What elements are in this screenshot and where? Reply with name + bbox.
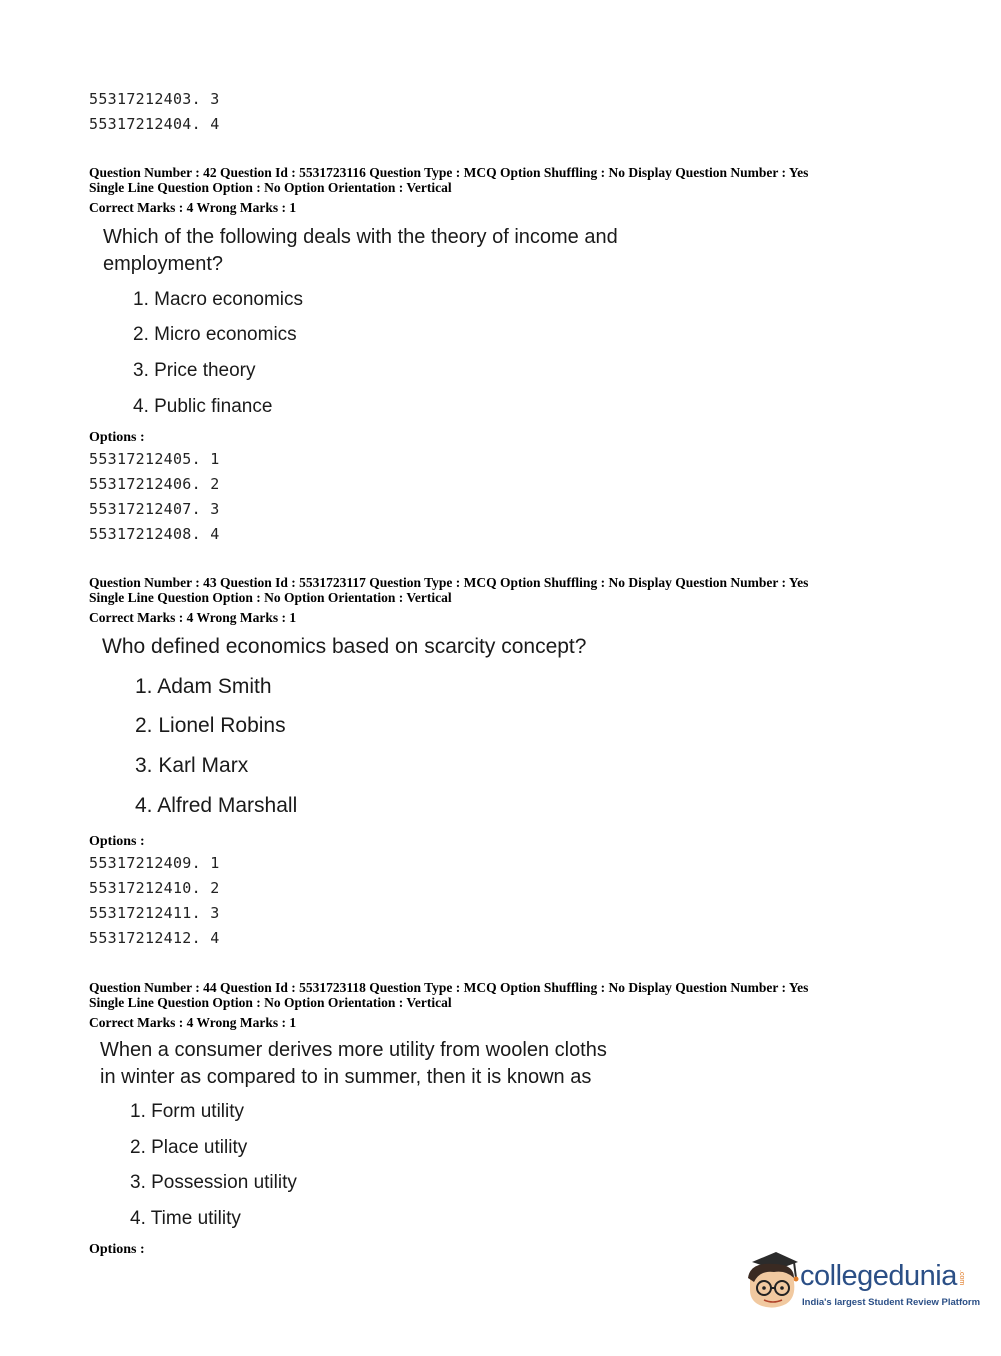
question-44-text (100, 1037, 607, 1091)
question-43-text (102, 633, 586, 660)
question-text-line: employment? (103, 253, 224, 275)
option-id: 55317212406. 2 (89, 475, 220, 493)
options-label: Options : (89, 1242, 145, 1257)
question-meta-line: Question Number : 44 Question Id : 5531723118 Question Type : MCQ Option Shuffling : No Display Question Number : Yes (89, 980, 809, 995)
option-id: 55317212405. 1 (89, 450, 220, 468)
question-text-line: Which of the following deals with the theory of income and (103, 226, 618, 248)
question-43-option-ids (89, 851, 220, 951)
question-meta-line: Single Line Question Option : No Option Orientation : Vertical (89, 590, 452, 605)
question-44-option-2: 2. Place utility (130, 1137, 248, 1158)
options-label: Options : (89, 834, 145, 849)
option-id: 55317212410. 2 (89, 879, 220, 897)
question-44-option-1: 1. Form utility (130, 1101, 245, 1122)
question-meta-line: Question Number : 43 Question Id : 5531723117 Question Type : MCQ Option Shuffling : No Display Question Number : Yes (89, 575, 809, 590)
option-id: 55317212403. 3 (89, 90, 220, 108)
logo-domain: .com (958, 1270, 965, 1286)
question-43-meta (89, 575, 808, 625)
question-43-option-4: 4. Alfred Marshall (135, 794, 298, 817)
logo-wordmark: collegedunia (800, 1260, 957, 1292)
question-42-option-3: 3. Price theory (133, 360, 256, 381)
question-meta-line: Single Line Question Option : No Option Orientation : Vertical (89, 180, 452, 195)
collegedunia-logo (742, 1248, 981, 1318)
question-44-meta (89, 980, 808, 1030)
question-meta-line: Single Line Question Option : No Option Orientation : Vertical (89, 995, 452, 1010)
question-text-line: When a consumer derives more utility from woolen cloths (100, 1039, 607, 1061)
options-label: Options : (89, 430, 145, 445)
question-43-option-3: 3. Karl Marx (135, 754, 249, 777)
option-id: 55317212404. 4 (89, 115, 220, 133)
question-42-option-ids (89, 447, 220, 547)
question-meta-line: Question Number : 42 Question Id : 5531723116 Question Type : MCQ Option Shuffling : No Display Question Number : Yes (89, 165, 809, 180)
question-text-line: Who defined economics based on scarcity concept? (102, 635, 587, 658)
question-text-line: in winter as compared to in summer, then it is known as (100, 1066, 592, 1088)
question-marks: Correct Marks : 4 Wrong Marks : 1 (89, 1015, 297, 1030)
previous-option-ids (89, 87, 220, 137)
question-marks: Correct Marks : 4 Wrong Marks : 1 (89, 200, 297, 215)
question-42-option-4: 4. Public finance (133, 396, 273, 417)
option-id: 55317212411. 3 (89, 904, 220, 922)
student-mascot-icon (742, 1248, 804, 1314)
option-id: 55317212407. 3 (89, 500, 220, 518)
question-44-option-4: 4. Time utility (130, 1208, 241, 1229)
question-44-option-3: 3. Possession utility (130, 1172, 297, 1193)
question-42-text (103, 224, 618, 278)
question-42-meta (89, 165, 808, 215)
question-42-option-1: 1. Macro economics (133, 289, 304, 310)
question-43-option-1: 1. Adam Smith (135, 675, 272, 698)
question-43-option-2: 2. Lionel Robins (135, 714, 286, 737)
option-id: 55317212412. 4 (89, 929, 220, 947)
option-id: 55317212409. 1 (89, 854, 220, 872)
question-42-option-2: 2. Micro economics (133, 324, 297, 345)
question-marks: Correct Marks : 4 Wrong Marks : 1 (89, 610, 297, 625)
option-id: 55317212408. 4 (89, 525, 220, 543)
logo-tagline: India's largest Student Review Platform (802, 1297, 981, 1308)
